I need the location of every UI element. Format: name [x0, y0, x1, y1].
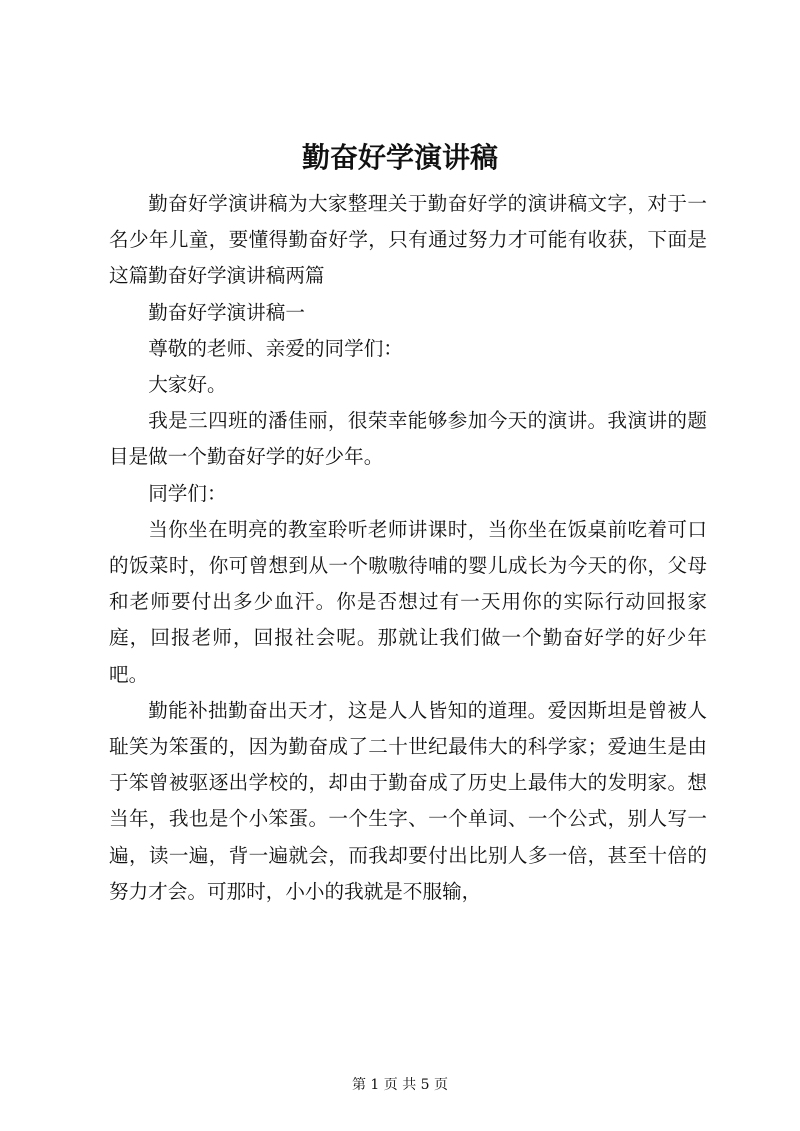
paragraph-heading-one: 勤奋好学演讲稿一 — [148, 300, 305, 324]
paragraph-diligence: 勤能补拙勤奋出天才，这是人人皆知的道理。爱因斯坦是曾被人耻笑为笨蛋的，因为勤奋成了二十世纪最伟大的科学家；爱迪生是由于笨曾被驱逐出学校的，却由于勤奋成了历史上最伟大的发明家。想当年，我也是个小笨蛋。一个生字、一个单词、一个公式，别人写一遍，读一遍，背一遍就会，而我却要付出比别人多一倍，甚至十倍的努力才会。可那时，小小的我就是不服输， — [109, 698, 707, 903]
document-body — [109, 186, 707, 910]
paragraph-salutation: 尊敬的老师、亲爱的同学们： — [148, 336, 403, 360]
document-title: 勤奋好学演讲稿 — [301, 141, 498, 174]
paragraph-intro: 勤奋好学演讲稿为大家整理关于勤奋好学的演讲稿文字，对于一名少年儿童，要懂得勤奋好学，只有通过努力才可能有收获，下面是这篇勤奋好学演讲稿两篇 — [109, 192, 707, 288]
page-footer: 第 1 页 共 5 页 — [351, 1077, 449, 1093]
paragraph-classmates: 同学们： — [148, 481, 227, 505]
paragraph-gratitude: 当你坐在明亮的教室聆听老师讲课时，当你坐在饭桌前吃着可口的饭菜时，你可曾想到从一个嗷嗷待哺的婴儿成长为今天的你，父母和老师要付出多少血汗。你是否想过有一天用你的实际行动回报家庭，回报老师，回报社会呢。那就让我们做一个勤奋好学的好少年吧。 — [109, 517, 707, 686]
paragraph-self-intro: 我是三四班的潘佳丽，很荣幸能够参加今天的演讲。我演讲的题目是做一个勤奋好学的好少年。 — [109, 409, 707, 469]
paragraph-greeting: 大家好。 — [148, 373, 227, 397]
